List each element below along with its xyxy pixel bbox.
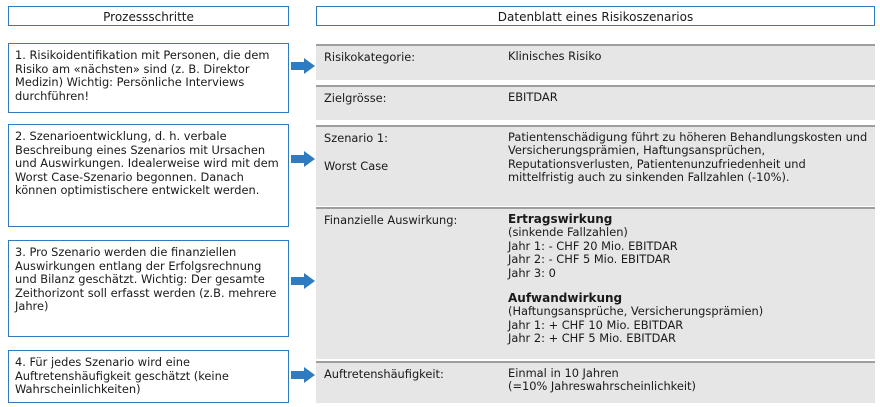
ertrag-line: Jahr 2: - CHF 5 Mio. EBITDAR [508,252,671,267]
step-1-box: 1. Risikoidentifikation mit Personen, die dem Risiko am «nächsten» sind (z. B. Direktor Medizin) Wichtig: Persönliche Interviews durchführen! [8,43,289,113]
ertrag-line: Jahr 3: 0 [508,265,556,280]
row-auftretenshaeufigkeit [316,361,875,403]
aufwandwirkung-title: Aufwandwirkung [508,291,623,306]
auftretenshaeufigkeit-label: Auftretenshäufigkeit: [324,367,444,381]
arrow-right-icon [291,273,315,289]
arrow-right-icon [291,367,315,383]
aufwandwirkung-subtitle: (Haftungsansprüche, Versicherungsprämien) [508,304,764,319]
finanzielle-auswirkung-label: Finanzielle Auswirkung: [324,213,458,227]
szenario-label: Szenario 1: [324,131,388,145]
haeufigkeit-line: Einmal in 10 Jahren [508,366,619,380]
prozessschritte-header: Prozessschritte [8,6,289,26]
row-finanzielle-auswirkung [316,207,875,359]
szenario-value: Patientenschädigung führt zu höheren Behandlungskosten und Versicherungsprämien, Haftungsansprüchen, Reputationsverlusten, Patientenunzufriedenheit und mittelfristig auch zu sinkenden Fallzahlen (-10%). [508,130,868,185]
haeufigkeit-line: (=10% Jahreswahrscheinlichkeit) [508,379,696,394]
step-2-box: 2. Szenarioentwicklung, d. h. verbale Beschreibung eines Szenarios mit Ursachen und Auswirkungen. Idealerweise wird mit dem Worst Case-Szenario begonnen. Danach können optimistischere entwickelt werden. [8,124,289,227]
auftretenshaeufigkeit-value [508,367,868,394]
finanzielle-auswirkung-value [508,213,868,346]
risikokategorie-label: Risikokategorie: [324,50,416,64]
zielgroesse-label: Zielgrösse: [324,91,387,105]
aufwand-line: Jahr 2: + CHF 5 Mio. EBITDAR [508,331,676,346]
szenario-sublabel: Worst Case [324,159,389,173]
row-risikokategorie [316,44,875,80]
datenblatt-header: Datenblatt eines Risikoszenarios [316,6,875,26]
zielgroesse-value: EBITDAR [508,90,558,104]
ertragswirkung-title: Ertragswirkung [508,212,613,226]
ertrag-line: Jahr 1: - CHF 20 Mio. EBITDAR [508,238,678,253]
row-szenario [316,125,875,206]
aufwand-line: Jahr 1: + CHF 10 Mio. EBITDAR [508,317,684,332]
ertragswirkung-subtitle: (sinkende Fallzahlen) [508,225,628,240]
step-3-box: 3. Pro Szenario werden die finanziellen Auswirkungen entlang der Erfolgsrechnung und Bilanz geschätzt. Wichtig: Der gesamte Zeithorizont soll erfasst werden (z.B. mehrere Jahre) [8,240,289,337]
arrow-right-icon [291,58,315,74]
row-zielgroesse [316,85,875,120]
risikokategorie-value: Klinisches Risiko [508,49,602,63]
step-4-box: 4. Für jedes Szenario wird eine Auftretenshäufigkeit geschätzt (keine Wahrscheinlichkeiten) [8,350,289,403]
arrow-right-icon [291,151,315,167]
